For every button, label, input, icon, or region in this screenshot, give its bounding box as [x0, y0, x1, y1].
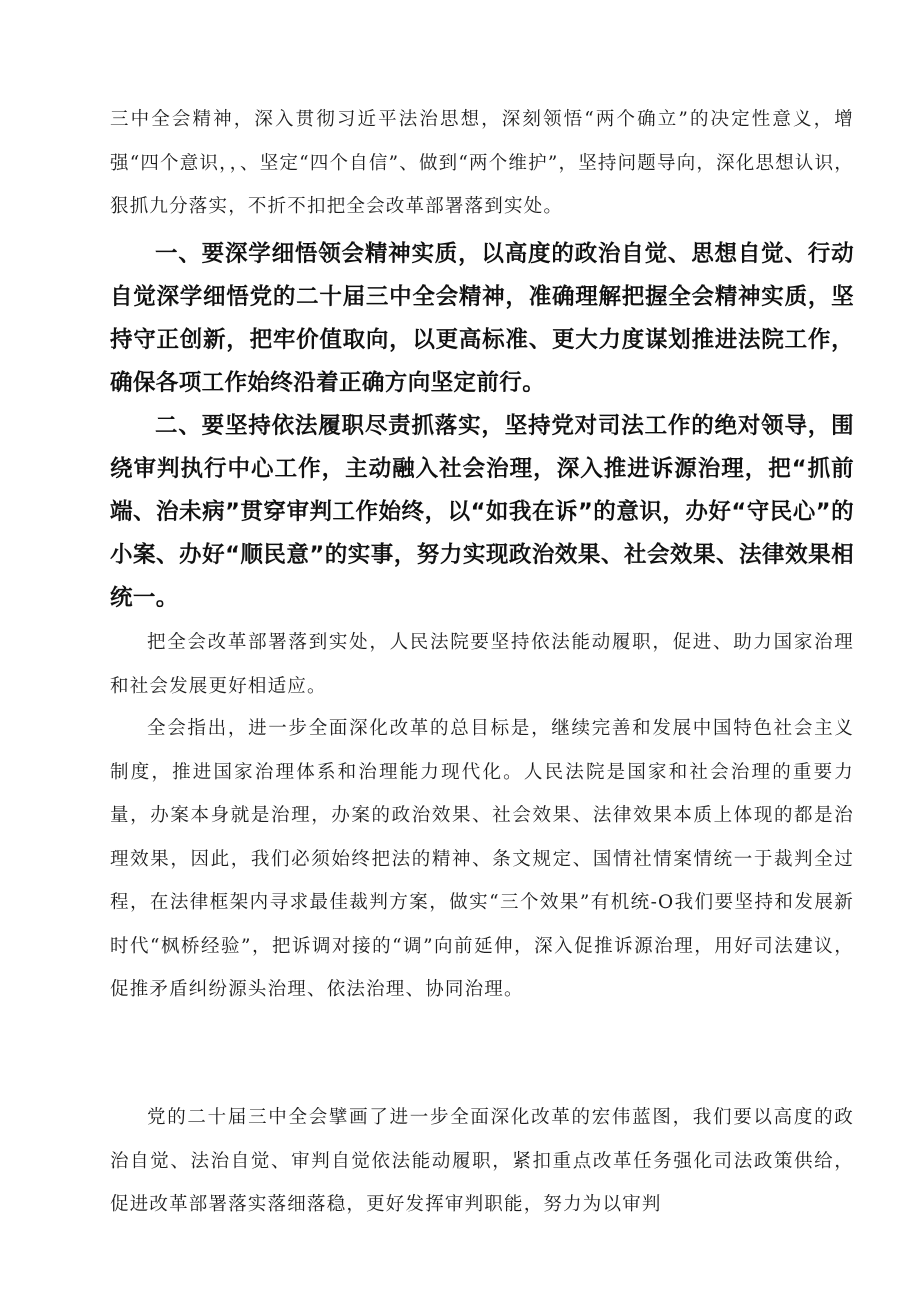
- paragraph-continuation: 三中全会精神，深入贯彻习近平法治思想，深刻领悟“两个确立”的决定性意义，增强“四个意识，，、坚定“四个自信”、做到“两个维护”，坚持问题导向，深化思想认识，狠抓九分落实，不折不扣把全会改革部署落到实处。: [110, 109, 854, 217]
- paragraph-plenary-goal: 全会指出，进一步全面深化改革的总目标是，继续完善和发展中国特色社会主义制度，推进国家治理体系和治理能力现代化。人民法院是国家和社会治理的重要力量，办案本身就是治理，办案的政治效果、社会效果、法律效果本质上体现的都是治理效果，因此，我们必须始终把法的精神、条文规定、国情社情案情统一于裁判全过程，在法律框架内寻求最佳裁判方案，做实“三个效果”有机统-O我们要坚持和发展新时代“枫桥经验”，把诉调对接的“调”向前延伸，深入促推诉源治理，用好司法建议，促推矛盾纠纷源头治理、依法治理、协同治理。: [110, 718, 854, 1000]
- heading-paragraph-two: 二、要坚持依法履职尽责抓落实，坚持党对司法工作的绝对领导，围绕审判执行中心工作，主动融入社会治理，深入推进诉源治理，把“抓前端、治未病”贯穿审判工作始终，以“如我在诉”的意识，办好“守民心”的小案、办好“顺民意”的实事，努力实现政治效果、社会效果、法律效果相统一。: [110, 413, 854, 611]
- heading-paragraph-one: 一、要深学细悟领会精神实质，以高度的政治自觉、思想自觉、行动自觉深学细悟党的二十届三中全会精神，准确理解把握全会精神实质，坚持守正创新，把牢价值取向，以更高标准、更大力度谋划推进法院工作，确保各项工作始终沿着正确方向坚定前行。: [110, 241, 854, 396]
- paragraph-implementation: 把全会改革部署落到实处，人民法院要坚持依法能动履职，促进、助力国家治理和社会发展更好相适应。: [110, 632, 854, 697]
- paragraph-blueprint: 党的二十届三中全会擘画了进一步全面深化改革的宏伟蓝图，我们要以高度的政治自觉、法治自觉、审判自觉依法能动履职，紧扣重点改革任务强化司法政策供给，促进改革部署落实落细落稳，更好发挥审判职能，努力为以审判: [110, 1107, 854, 1215]
